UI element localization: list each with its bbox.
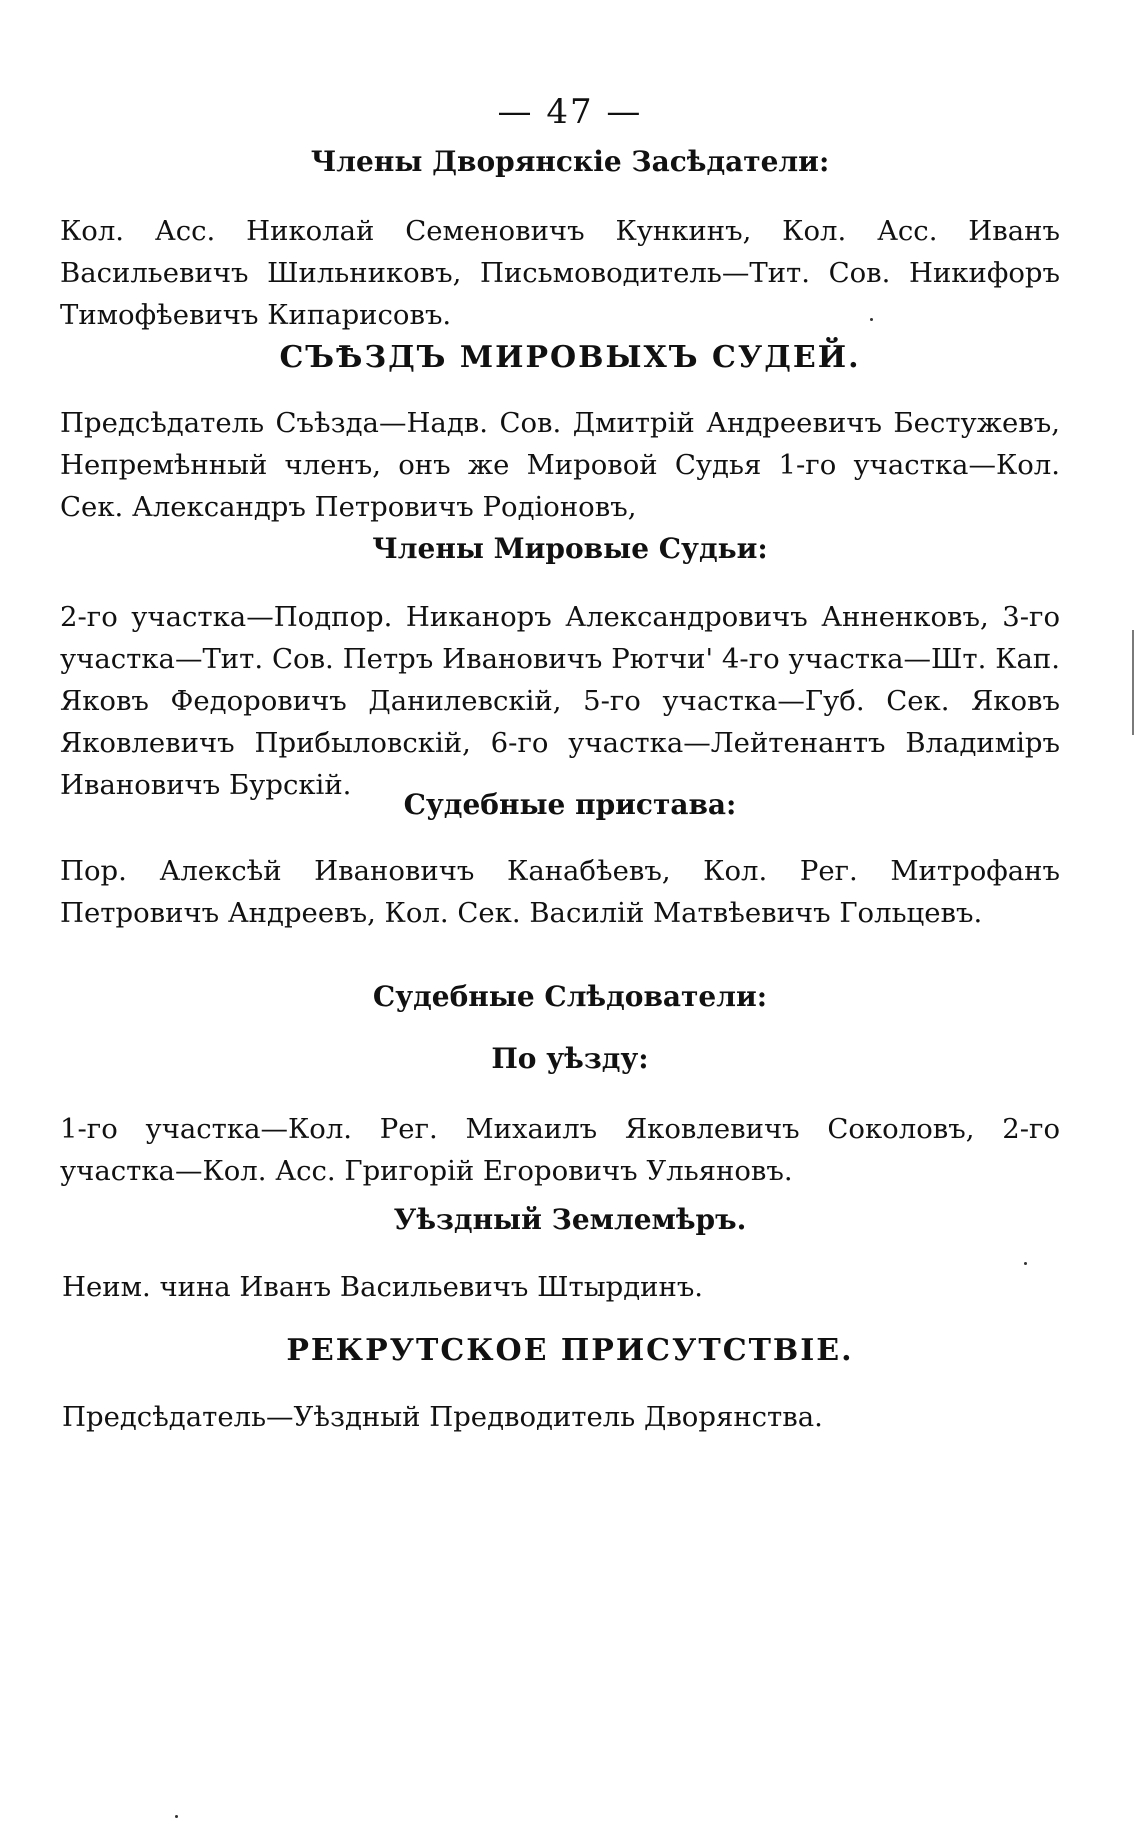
section-heading-noble-assessors: Члены Дворянскіе Засѣдатели: — [310, 145, 830, 178]
section-text-noble-assessors: Кол. Асс. Николай Семеновичъ Кункинъ, Кол. Асс. Иванъ Васильевичъ Шильниковъ, Письмоводитель—Тит. Сов. Никифоръ Тимофѣевичъ Кипарисовъ. — [60, 215, 1060, 331]
section-text-investigators: 1-го участка—Кол. Рег. Михаилъ Яковлевичъ Соколовъ, 2-го участка—Кол. Асс. Григорій Егоровичъ Ульяновъ. — [60, 1113, 1060, 1187]
section-heading-investigators: Судебные Слѣдователи: — [372, 980, 768, 1013]
section-subheading-district: По уѣзду: — [491, 1042, 649, 1075]
section-text-peace-judges-members: 2-го участка—Подпор. Никаноръ Александровичъ Анненковъ, 3-го участка—Тит. Сов. Петръ Ивановичъ Рютчи' 4-го участка—Шт. Кап. Яковъ Федоровичъ Данилевскій, 5-го участка—Губ. Сек. Яковъ Яковлевичъ Прибыловскій, 6-го участка—Лейтенантъ Владиміръ Ивановичъ Бурскій. — [60, 601, 1060, 801]
page-number: — 47 — — [497, 92, 643, 132]
section-heading-bailiffs: Судебные пристава: — [403, 788, 737, 821]
section-heading-peace-judges-members: Члены Мировые Судьи: — [372, 532, 768, 565]
section-text-surveyor: Неим. чина Иванъ Васильевичъ Штырдинъ. — [62, 1271, 704, 1303]
scan-speck — [1024, 1262, 1027, 1265]
section-text-bailiffs: Пор. Алексѣй Ивановичъ Канабѣевъ, Кол. Рег. Митрофанъ Петровичъ Андреевъ, Кол. Сек. Василій Матвѣевичъ Гольцевъ. — [60, 855, 1060, 929]
scan-speck — [175, 1815, 178, 1818]
scan-speck — [870, 318, 873, 321]
page-edge-mark — [1132, 630, 1134, 735]
section-heading-surveyor: Уѣздный Землемѣръ. — [393, 1203, 747, 1236]
section-heading-recruiting: РЕКРУТСКОЕ ПРИСУТСТВІЕ. — [286, 1333, 854, 1368]
section-heading-peace-judges-congress: СЪѢЗДЪ МИРОВЫХЪ СУДЕЙ. — [279, 340, 861, 375]
section-text-peace-judges-congress: Предсѣдатель Съѣзда—Надв. Сов. Дмитрій Андреевичъ Бестужевъ, Непремѣнный членъ, онъ же Мировой Судья 1-го участка—Кол. Сек. Александръ Петровичъ Родіоновъ, — [60, 407, 1060, 523]
section-text-recruiting: Предсѣдатель—Уѣздный Предводитель Дворянства. — [62, 1401, 823, 1433]
